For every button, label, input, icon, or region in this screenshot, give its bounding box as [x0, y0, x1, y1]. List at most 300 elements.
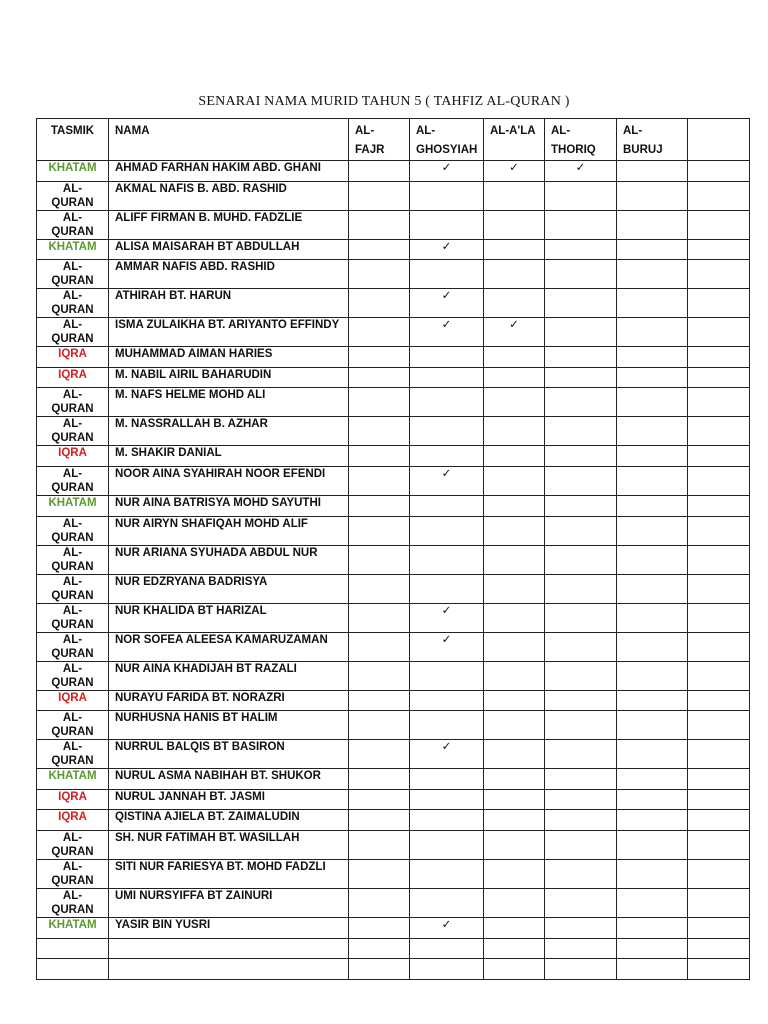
name-cell: NUR ARIANA SYUHADA ABDUL NUR [109, 545, 349, 574]
tasmik-cell: AL-QURAN [37, 318, 109, 347]
name-cell: UMI NURSYIFFA BT ZAINURI [109, 888, 349, 917]
mark-cell [349, 516, 410, 545]
mark-cell [410, 181, 484, 210]
tasmik-cell: AL-QURAN [37, 632, 109, 661]
name-cell: AHMAD FARHAN HAKIM ABD. GHANI [109, 161, 349, 182]
mark-cell [617, 181, 688, 210]
student-table [36, 118, 750, 980]
mark-cell [617, 690, 688, 711]
mark-cell [617, 466, 688, 495]
mark-cell [410, 789, 484, 810]
mark-cell [484, 466, 545, 495]
tasmik-cell: KHATAM [37, 917, 109, 938]
name-cell: NURUL JANNAH BT. JASMI [109, 789, 349, 810]
mark-cell [484, 917, 545, 938]
mark-cell [688, 545, 750, 574]
table-row [37, 210, 750, 239]
header-al-thoriq: AL- THORIQ [545, 119, 617, 161]
mark-cell [617, 495, 688, 516]
mark-cell [484, 769, 545, 790]
header-nama: NAMA [109, 119, 349, 161]
table-row [37, 446, 750, 467]
mark-cell [349, 210, 410, 239]
mark-cell [545, 545, 617, 574]
mark-cell [410, 661, 484, 690]
mark-cell [688, 888, 750, 917]
mark-cell [410, 347, 484, 368]
table-row [37, 690, 750, 711]
name-cell: M. NABIL AIRIL BAHARUDIN [109, 367, 349, 388]
mark-cell [484, 959, 545, 980]
tasmik-cell: AL-QURAN [37, 388, 109, 417]
tasmik-cell [37, 938, 109, 959]
mark-cell [545, 574, 617, 603]
table-row [37, 711, 750, 740]
mark-cell [617, 289, 688, 318]
mark-cell [410, 260, 484, 289]
mark-cell [688, 574, 750, 603]
mark-cell [688, 959, 750, 980]
mark-cell [349, 603, 410, 632]
table-row [37, 574, 750, 603]
mark-cell [688, 466, 750, 495]
table-row [37, 917, 750, 938]
mark-cell [545, 417, 617, 446]
mark-cell [545, 347, 617, 368]
name-cell: ISMA ZULAIKHA BT. ARIYANTO EFFINDY [109, 318, 349, 347]
mark-cell [545, 260, 617, 289]
name-cell: NUR EDZRYANA BADRISYA [109, 574, 349, 603]
mark-cell [688, 810, 750, 831]
table-row [37, 959, 750, 980]
name-cell: ALIFF FIRMAN B. MUHD. FADZLIE [109, 210, 349, 239]
mark-cell [484, 888, 545, 917]
table-row [37, 161, 750, 182]
mark-cell [545, 495, 617, 516]
table-row [37, 318, 750, 347]
table-row [37, 632, 750, 661]
tasmik-cell: IQRA [37, 690, 109, 711]
mark-cell [688, 830, 750, 859]
mark-cell [688, 239, 750, 260]
mark-cell [349, 367, 410, 388]
mark-cell [410, 545, 484, 574]
table-row [37, 938, 750, 959]
mark-cell [484, 830, 545, 859]
check-mark-icon: ✓ [410, 603, 484, 632]
name-cell: NURHUSNA HANIS BT HALIM [109, 711, 349, 740]
mark-cell [688, 417, 750, 446]
name-cell [109, 959, 349, 980]
mark-cell [410, 769, 484, 790]
mark-cell [349, 388, 410, 417]
mark-cell [410, 574, 484, 603]
mark-cell [484, 859, 545, 888]
tasmik-cell: KHATAM [37, 161, 109, 182]
tasmik-cell: KHATAM [37, 239, 109, 260]
name-cell [109, 938, 349, 959]
mark-cell [688, 859, 750, 888]
mark-cell [688, 661, 750, 690]
table-row [37, 388, 750, 417]
mark-cell [617, 661, 688, 690]
mark-cell [617, 740, 688, 769]
header-al-fajr: AL-FAJR [349, 119, 410, 161]
tasmik-cell: AL-QURAN [37, 260, 109, 289]
mark-cell [410, 388, 484, 417]
mark-cell [349, 917, 410, 938]
mark-cell [617, 938, 688, 959]
tasmik-cell: AL-QURAN [37, 289, 109, 318]
tasmik-cell: KHATAM [37, 769, 109, 790]
mark-cell [688, 740, 750, 769]
table-row [37, 661, 750, 690]
mark-cell [688, 603, 750, 632]
mark-cell [688, 181, 750, 210]
mark-cell [617, 388, 688, 417]
header-al-ghosyiah: AL- GHOSYIAH [410, 119, 484, 161]
mark-cell [617, 318, 688, 347]
mark-cell [545, 888, 617, 917]
table-row [37, 545, 750, 574]
tasmik-cell: AL-QURAN [37, 888, 109, 917]
mark-cell [617, 711, 688, 740]
mark-cell [349, 740, 410, 769]
mark-cell [349, 289, 410, 318]
mark-cell [410, 690, 484, 711]
mark-cell [617, 446, 688, 467]
mark-cell [545, 446, 617, 467]
mark-cell [545, 810, 617, 831]
mark-cell [688, 789, 750, 810]
mark-cell [410, 959, 484, 980]
mark-cell [484, 388, 545, 417]
mark-cell [545, 690, 617, 711]
mark-cell [349, 810, 410, 831]
tasmik-cell: AL-QURAN [37, 661, 109, 690]
tasmik-cell: KHATAM [37, 495, 109, 516]
name-cell: NUR AIRYN SHAFIQAH MOHD ALIF [109, 516, 349, 545]
mark-cell [484, 495, 545, 516]
check-mark-icon: ✓ [484, 161, 545, 182]
mark-cell [484, 574, 545, 603]
mark-cell [617, 367, 688, 388]
table-row [37, 495, 750, 516]
mark-cell [349, 959, 410, 980]
name-cell: ATHIRAH BT. HARUN [109, 289, 349, 318]
tasmik-cell: AL-QURAN [37, 466, 109, 495]
tasmik-cell: AL-QURAN [37, 181, 109, 210]
mark-cell [349, 632, 410, 661]
mark-cell [545, 711, 617, 740]
check-mark-icon: ✓ [410, 466, 484, 495]
mark-cell [545, 466, 617, 495]
mark-cell [349, 888, 410, 917]
mark-cell [410, 810, 484, 831]
mark-cell [545, 516, 617, 545]
mark-cell [349, 545, 410, 574]
name-cell: NUR AINA BATRISYA MOHD SAYUTHI [109, 495, 349, 516]
mark-cell [484, 789, 545, 810]
tasmik-cell: AL-QURAN [37, 711, 109, 740]
mark-cell [484, 347, 545, 368]
mark-cell [349, 661, 410, 690]
mark-cell [617, 161, 688, 182]
mark-cell [349, 417, 410, 446]
mark-cell [545, 388, 617, 417]
mark-cell [349, 466, 410, 495]
table-row [37, 769, 750, 790]
name-cell: YASIR BIN YUSRI [109, 917, 349, 938]
mark-cell [545, 859, 617, 888]
mark-cell [484, 810, 545, 831]
mark-cell [484, 632, 545, 661]
mark-cell [349, 260, 410, 289]
mark-cell [617, 917, 688, 938]
mark-cell [410, 417, 484, 446]
mark-cell [410, 210, 484, 239]
mark-cell [410, 367, 484, 388]
name-cell: NURAYU FARIDA BT. NORAZRI [109, 690, 349, 711]
mark-cell [688, 347, 750, 368]
name-cell: NUR KHALIDA BT HARIZAL [109, 603, 349, 632]
mark-cell [484, 367, 545, 388]
name-cell: NOR SOFEA ALEESA KAMARUZAMAN [109, 632, 349, 661]
mark-cell [688, 632, 750, 661]
name-cell: QISTINA AJIELA BT. ZAIMALUDIN [109, 810, 349, 831]
header-al-ala: AL-A'LA [484, 119, 545, 161]
mark-cell [484, 545, 545, 574]
mark-cell [617, 632, 688, 661]
mark-cell [349, 446, 410, 467]
table-row [37, 603, 750, 632]
tasmik-cell: IQRA [37, 789, 109, 810]
tasmik-cell: IQRA [37, 446, 109, 467]
check-mark-icon: ✓ [410, 632, 484, 661]
mark-cell [545, 959, 617, 980]
tasmik-cell: AL-QURAN [37, 210, 109, 239]
mark-cell [484, 603, 545, 632]
tasmik-cell: AL-QURAN [37, 740, 109, 769]
table-row [37, 367, 750, 388]
mark-cell [349, 830, 410, 859]
tasmik-cell: AL-QURAN [37, 574, 109, 603]
check-mark-icon: ✓ [410, 318, 484, 347]
mark-cell [688, 161, 750, 182]
mark-cell [349, 161, 410, 182]
mark-cell [688, 289, 750, 318]
mark-cell [410, 938, 484, 959]
mark-cell [484, 181, 545, 210]
table-row [37, 289, 750, 318]
mark-cell [617, 789, 688, 810]
header-al-buruj: AL-BURUJ [617, 119, 688, 161]
table-row [37, 789, 750, 810]
mark-cell [349, 769, 410, 790]
mark-cell [545, 239, 617, 260]
mark-cell [545, 603, 617, 632]
mark-cell [545, 210, 617, 239]
mark-cell [688, 938, 750, 959]
mark-cell [484, 740, 545, 769]
table-row [37, 466, 750, 495]
mark-cell [688, 917, 750, 938]
mark-cell [545, 917, 617, 938]
name-cell: SITI NUR FARIESYA BT. MOHD FADZLI [109, 859, 349, 888]
mark-cell [484, 690, 545, 711]
mark-cell [410, 711, 484, 740]
mark-cell [484, 661, 545, 690]
table-row [37, 888, 750, 917]
mark-cell [484, 711, 545, 740]
table-row [37, 830, 750, 859]
mark-cell [484, 289, 545, 318]
mark-cell [617, 347, 688, 368]
mark-cell [688, 260, 750, 289]
mark-cell [410, 446, 484, 467]
tasmik-cell: AL-QURAN [37, 603, 109, 632]
mark-cell [545, 661, 617, 690]
mark-cell [545, 740, 617, 769]
table-row [37, 859, 750, 888]
mark-cell [617, 603, 688, 632]
mark-cell [617, 810, 688, 831]
name-cell: NURRUL BALQIS BT BASIRON [109, 740, 349, 769]
mark-cell [688, 690, 750, 711]
mark-cell [617, 260, 688, 289]
page-title: SENARAI NAMA MURID TAHUN 5 ( TAHFIZ AL-QURAN ) [198, 94, 570, 109]
table-row [37, 181, 750, 210]
tasmik-cell: IQRA [37, 347, 109, 368]
mark-cell [349, 789, 410, 810]
mark-cell [688, 516, 750, 545]
mark-cell [349, 938, 410, 959]
mark-cell [617, 210, 688, 239]
mark-cell [349, 239, 410, 260]
mark-cell [617, 516, 688, 545]
name-cell: MUHAMMAD AIMAN HARIES [109, 347, 349, 368]
mark-cell [349, 574, 410, 603]
mark-cell [617, 545, 688, 574]
mark-cell [410, 516, 484, 545]
mark-cell [349, 181, 410, 210]
check-mark-icon: ✓ [410, 740, 484, 769]
mark-cell [688, 769, 750, 790]
mark-cell [688, 318, 750, 347]
table-row [37, 810, 750, 831]
mark-cell [688, 210, 750, 239]
mark-cell [349, 690, 410, 711]
tasmik-cell [37, 959, 109, 980]
mark-cell [617, 769, 688, 790]
mark-cell [688, 446, 750, 467]
name-cell: M. NAFS HELME MOHD ALI [109, 388, 349, 417]
tasmik-cell: IQRA [37, 367, 109, 388]
mark-cell [545, 632, 617, 661]
table-row [37, 740, 750, 769]
mark-cell [545, 769, 617, 790]
mark-cell [617, 574, 688, 603]
tasmik-cell: AL-QURAN [37, 545, 109, 574]
mark-cell [484, 938, 545, 959]
tasmik-cell: AL-QURAN [37, 516, 109, 545]
mark-cell [410, 888, 484, 917]
header-blank [688, 119, 750, 161]
tasmik-cell: AL-QURAN [37, 830, 109, 859]
name-cell: AMMAR NAFIS ABD. RASHID [109, 260, 349, 289]
check-mark-icon: ✓ [410, 917, 484, 938]
mark-cell [617, 239, 688, 260]
header-row [37, 119, 750, 161]
mark-cell [484, 446, 545, 467]
table-row [37, 417, 750, 446]
tasmik-cell: AL-QURAN [37, 417, 109, 446]
mark-cell [349, 318, 410, 347]
mark-cell [410, 830, 484, 859]
mark-cell [545, 367, 617, 388]
name-cell: SH. NUR FATIMAH BT. WASILLAH [109, 830, 349, 859]
mark-cell [617, 888, 688, 917]
mark-cell [484, 516, 545, 545]
name-cell: AKMAL NAFIS B. ABD. RASHID [109, 181, 349, 210]
mark-cell [545, 318, 617, 347]
table-row [37, 516, 750, 545]
mark-cell [410, 495, 484, 516]
table-row [37, 347, 750, 368]
mark-cell [617, 959, 688, 980]
mark-cell [484, 239, 545, 260]
mark-cell [688, 367, 750, 388]
mark-cell [545, 938, 617, 959]
name-cell: NURUL ASMA NABIHAH BT. SHUKOR [109, 769, 349, 790]
tasmik-cell: AL-QURAN [37, 859, 109, 888]
name-cell: M. NASSRALLAH B. AZHAR [109, 417, 349, 446]
mark-cell [545, 830, 617, 859]
mark-cell [484, 210, 545, 239]
name-cell: NOOR AINA SYAHIRAH NOOR EFENDI [109, 466, 349, 495]
table-row [37, 260, 750, 289]
name-cell: M. SHAKIR DANIAL [109, 446, 349, 467]
check-mark-icon: ✓ [410, 289, 484, 318]
check-mark-icon: ✓ [484, 318, 545, 347]
mark-cell [349, 859, 410, 888]
mark-cell [688, 495, 750, 516]
mark-cell [410, 859, 484, 888]
mark-cell [617, 859, 688, 888]
mark-cell [688, 388, 750, 417]
mark-cell [349, 495, 410, 516]
mark-cell [484, 260, 545, 289]
mark-cell [617, 417, 688, 446]
mark-cell [617, 830, 688, 859]
mark-cell [688, 711, 750, 740]
mark-cell [349, 711, 410, 740]
tasmik-cell: IQRA [37, 810, 109, 831]
check-mark-icon: ✓ [410, 239, 484, 260]
mark-cell [484, 417, 545, 446]
check-mark-icon: ✓ [410, 161, 484, 182]
mark-cell [349, 347, 410, 368]
check-mark-icon: ✓ [545, 161, 617, 182]
mark-cell [545, 789, 617, 810]
name-cell: ALISA MAISARAH BT ABDULLAH [109, 239, 349, 260]
name-cell: NUR AINA KHADIJAH BT RAZALI [109, 661, 349, 690]
header-tasmik: TASMIK [37, 119, 109, 161]
mark-cell [545, 289, 617, 318]
mark-cell [545, 181, 617, 210]
table-row [37, 239, 750, 260]
table-body [37, 161, 750, 980]
